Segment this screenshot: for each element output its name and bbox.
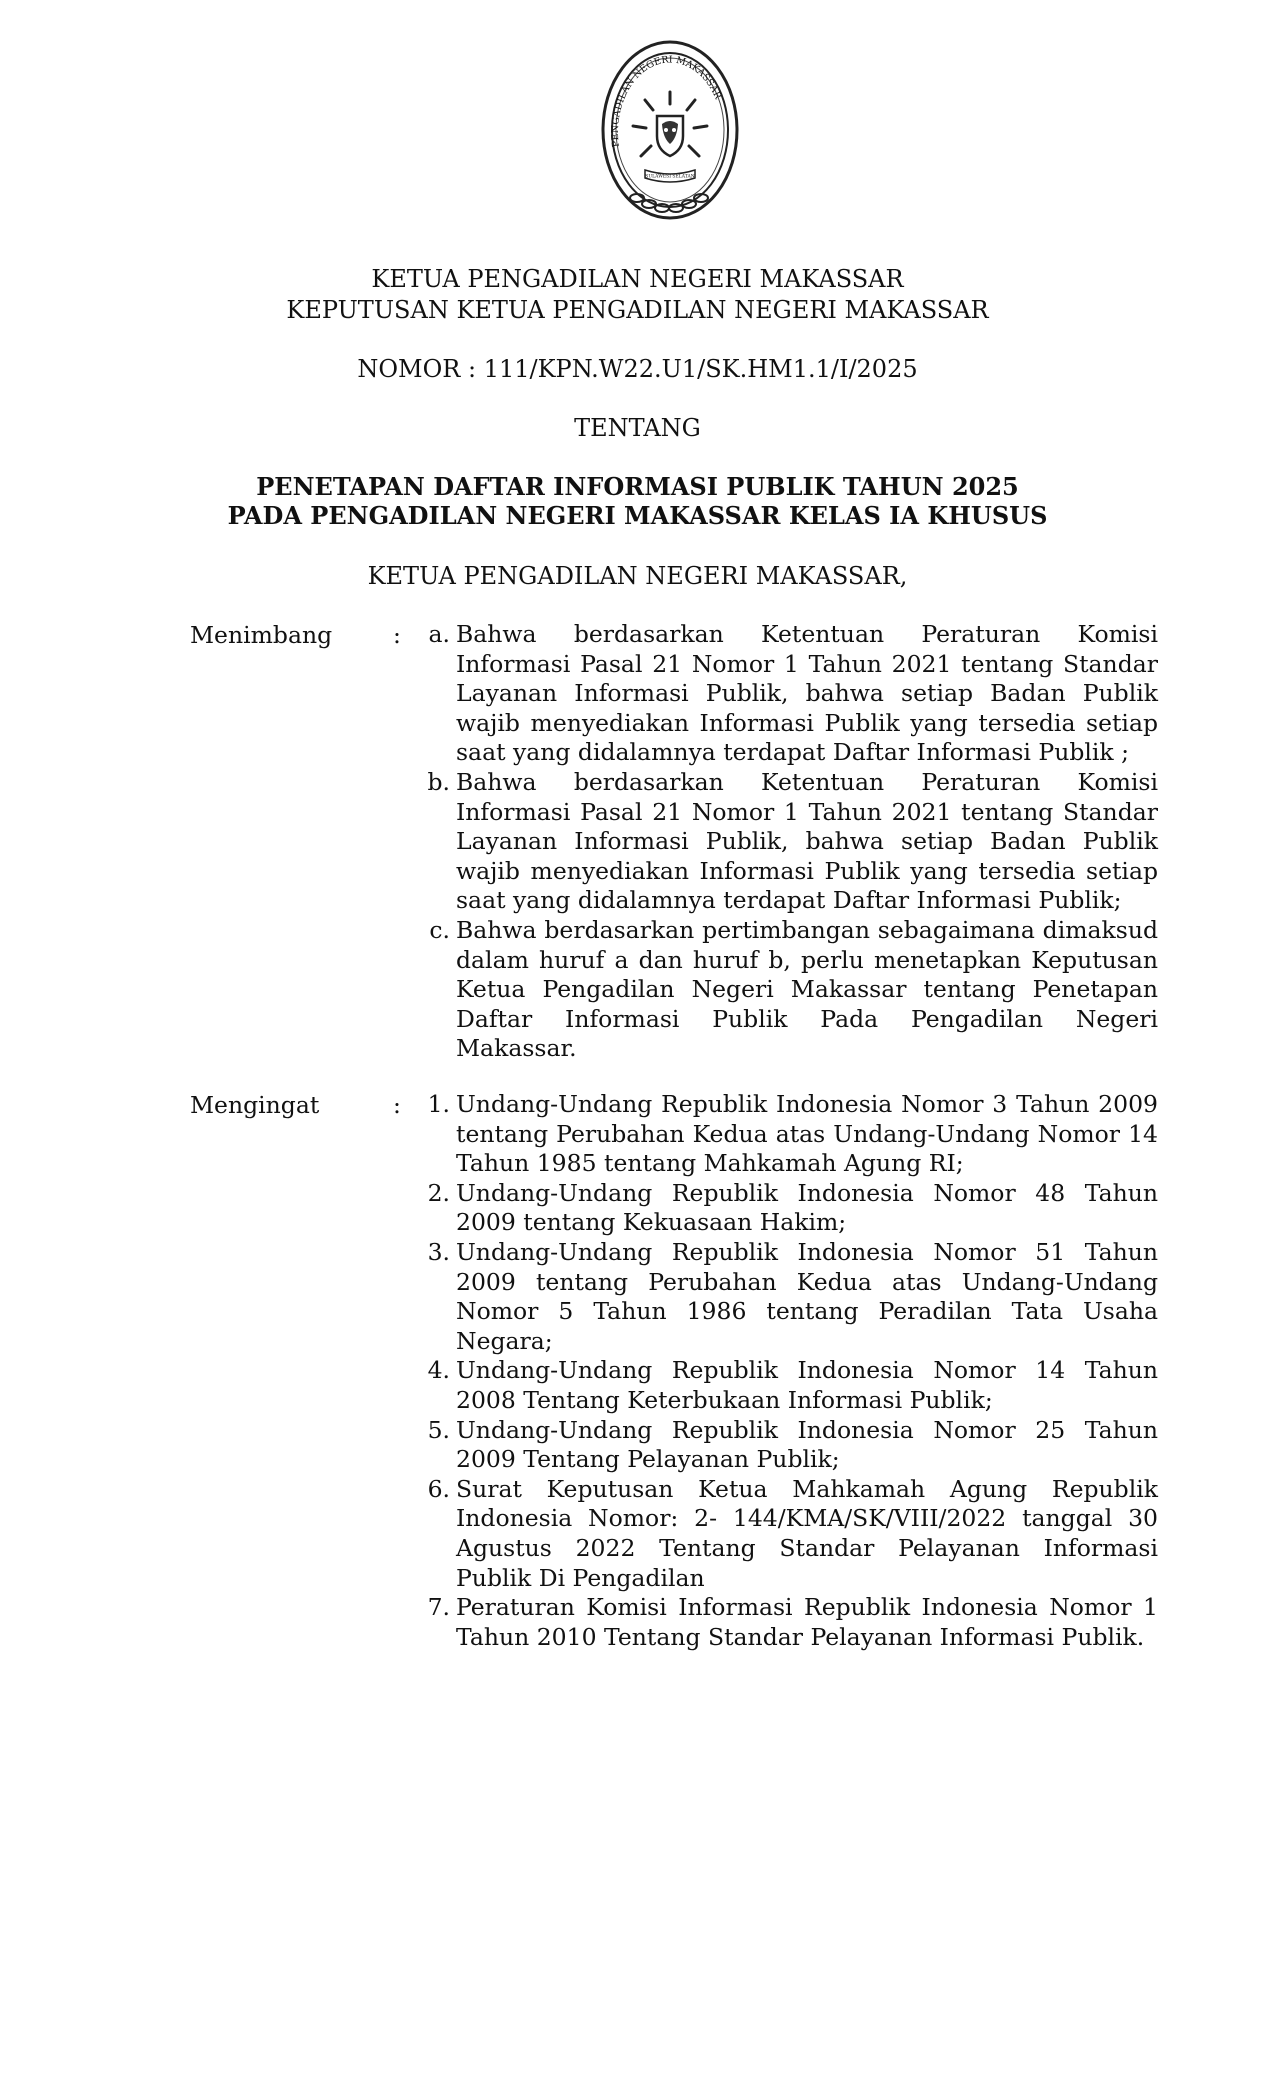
decree-title-2: PADA PENGADILAN NEGERI MAKASSAR KELAS IA KHUSUS [227,501,1048,530]
item-marker: 6. [427,1474,450,1503]
mengingat-item-3 [410,1238,1158,1356]
item-text: Peraturan Komisi Informasi Republik Indonesia Nomor 1 Tahun 2010 Tentang Standar Pelayanan Informasi Publik. [456,1593,1158,1651]
decree-title-1: PENETAPAN DAFTAR INFORMASI PUBLIK TAHUN 2025 [256,472,1019,501]
item-text: Undang-Undang Republik Indonesia Nomor 51 Tahun 2009 tentang Perubahan Kedua atas Undang-Undang Nomor 5 Tahun 1986 tentang Peradilan Tata Usaha Negara; [456,1237,1158,1355]
seal-banner-text: SULAWESI SELATAN [645,174,695,180]
mengingat-item-5 [410,1416,1158,1475]
ketua-heading: KETUA PENGADILAN NEGERI MAKASSAR, [367,562,908,590]
mengingat-list [410,1090,1158,1652]
item-text: Bahwa berdasarkan Ketentuan Peraturan Komisi Informasi Pasal 21 Nomor 1 Tahun 2021 tentang Standar Layanan Informasi Publik, bahwa setiap Badan Publik wajib menyediakan Informasi Publik yang tersedia setiap saat yang didalamnya terdapat Daftar Informasi Publik ; [456,620,1158,767]
item-text: Undang-Undang Republik Indonesia Nomor 3 Tahun 2009 tentang Perubahan Kedua atas Undang-Undang Nomor 14 Tahun 1985 tentang Mahkamah Agung RI; [456,1090,1158,1178]
decree-number: NOMOR : 111/KPN.W22.U1/SK.HM1.1/I/2025 [357,355,918,383]
item-text: Surat Keputusan Ketua Mahkamah Agung Republik Indonesia Nomor: 2- 144/KMA/SK/VIII/2022 tanggal 30 Agustus 2022 Tentang Standar Pelayanan Informasi Publik Di Pengadilan [456,1474,1158,1592]
mengingat-colon: : [393,1091,401,1119]
item-marker: 7. [427,1593,450,1622]
item-marker: 4. [427,1356,450,1385]
item-text: Bahwa berdasarkan Ketentuan Peraturan Komisi Informasi Pasal 21 Nomor 1 Tahun 2021 tentang Standar Layanan Informasi Publik, bahwa setiap Badan Publik wajib menyediakan Informasi Publik yang tersedia setiap saat yang didalamnya terdapat Daftar Informasi Publik; [456,767,1158,915]
item-marker: 3. [427,1237,450,1266]
menimbang-label: Menimbang [190,621,333,649]
mengingat-item-6 [410,1475,1158,1593]
item-text: Bahwa berdasarkan pertimbangan sebagaimana dimaksud dalam huruf a dan huruf b, perlu menetapkan Keputusan Ketua Pengadilan Negeri Makassar tentang Penetapan Daftar Informasi Publik Pada Pengadilan Negeri Makassar. [456,915,1158,1063]
mengingat-item-2 [410,1179,1158,1238]
seal-text: PENGADILAN NEGERI MAKASSAR [609,54,724,148]
item-text: Undang-Undang Republik Indonesia Nomor 48 Tahun 2009 tentang Kekuasaan Hakim; [456,1178,1158,1237]
menimbang-item-a [410,620,1158,768]
menimbang-item-b [410,768,1158,916]
item-text: Undang-Undang Republik Indonesia Nomor 14 Tahun 2008 Tentang Keterbukaan Informasi Publik; [456,1356,1158,1414]
mengingat-label: Mengingat [190,1091,320,1119]
item-marker: a. [428,620,450,648]
menimbang-item-c [410,916,1158,1064]
item-marker: b. [427,767,450,796]
menimbang-colon: : [393,621,401,649]
header-line-2: KEPUTUSAN KETUA PENGADILAN NEGERI MAKASSAR [286,296,989,324]
item-text: Undang-Undang Republik Indonesia Nomor 25 Tahun 2009 Tentang Pelayanan Publik; [456,1415,1158,1474]
header-line-1: KETUA PENGADILAN NEGERI MAKASSAR [371,265,904,293]
mengingat-item-1 [410,1090,1158,1179]
mengingat-item-4 [410,1356,1158,1415]
court-seal-logo [599,38,741,222]
menimbang-list [410,620,1158,1064]
tentang-heading: TENTANG [574,414,701,442]
item-marker: 2. [427,1178,450,1207]
mengingat-item-7 [410,1593,1158,1652]
item-marker: 5. [427,1415,450,1444]
item-marker: 1. [427,1090,450,1118]
item-marker: c. [429,915,450,944]
